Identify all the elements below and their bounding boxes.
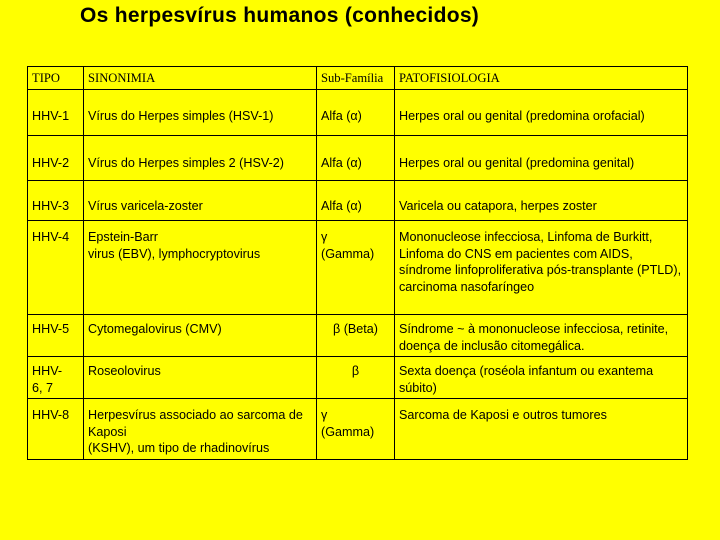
cell-tipo: HHV-3: [28, 181, 84, 221]
cell-patofisiologia: Herpes oral ou genital (predomina genital): [395, 136, 688, 181]
cell-sinonimia: Herpesvírus associado ao sarcoma de Kaposi (KSHV), um tipo de rhadinovírus: [84, 399, 317, 460]
cell-sinonimia: Vírus do Herpes simples 2 (HSV-2): [84, 136, 317, 181]
table-row: [28, 136, 688, 181]
header-sub-familia: Sub-Família: [317, 67, 395, 90]
cell-patofisiologia: Sexta doença (roséola infantum ou exantema súbito): [395, 357, 688, 399]
page-title: Os herpesvírus humanos (conhecidos): [80, 4, 480, 27]
header-tipo: TIPO: [28, 67, 84, 90]
cell-sub-familia: β (Beta): [317, 315, 395, 357]
cell-tipo: HHV-2: [28, 136, 84, 181]
table-row: [28, 221, 688, 315]
cell-sub-familia: Alfa (α): [317, 90, 395, 136]
cell-tipo: HHV-8: [28, 399, 84, 460]
herpesvirus-table: [27, 66, 688, 460]
cell-sub-familia: Alfa (α): [317, 181, 395, 221]
cell-sub-familia: Alfa (α): [317, 136, 395, 181]
cell-sub-familia: γ (Gamma): [317, 399, 395, 460]
cell-sub-familia: γ (Gamma): [317, 221, 395, 315]
cell-sinonimia: Vírus do Herpes simples (HSV-1): [84, 90, 317, 136]
cell-patofisiologia: Mononucleose infecciosa, Linfoma de Burkitt, Linfoma do CNS em pacientes com AIDS, síndrome linfoproliferativa pós-transplante (PTLD), carcinoma nasofaríngeo: [395, 221, 688, 315]
cell-patofisiologia: Síndrome ~ à mononucleose infecciosa, retinite, doença de inclusão citomegálica.: [395, 315, 688, 357]
cell-sinonimia: Roseolovirus: [84, 357, 317, 399]
cell-tipo: HHV-1: [28, 90, 84, 136]
cell-patofisiologia: Sarcoma de Kaposi e outros tumores: [395, 399, 688, 460]
table-row: [28, 181, 688, 221]
table-row: [28, 399, 688, 460]
cell-patofisiologia: Herpes oral ou genital (predomina orofacial): [395, 90, 688, 136]
cell-sinonimia: Cytomegalovirus (CMV): [84, 315, 317, 357]
table-row: [28, 315, 688, 357]
cell-tipo: HHV-4: [28, 221, 84, 315]
table-row: [28, 90, 688, 136]
cell-tipo: HHV-5: [28, 315, 84, 357]
table-header-row: [28, 67, 688, 90]
cell-sub-familia: β: [317, 357, 395, 399]
table-row: [28, 357, 688, 399]
cell-sinonimia: Epstein-Barr virus (EBV), lymphocryptovirus: [84, 221, 317, 315]
cell-patofisiologia: Varicela ou catapora, herpes zoster: [395, 181, 688, 221]
cell-sinonimia: Vírus varicela-zoster: [84, 181, 317, 221]
header-sinonimia: SINONIMIA: [84, 67, 317, 90]
header-patofisiologia: PATOFISIOLOGIA: [395, 67, 688, 90]
cell-tipo: HHV- 6, 7: [28, 357, 84, 399]
